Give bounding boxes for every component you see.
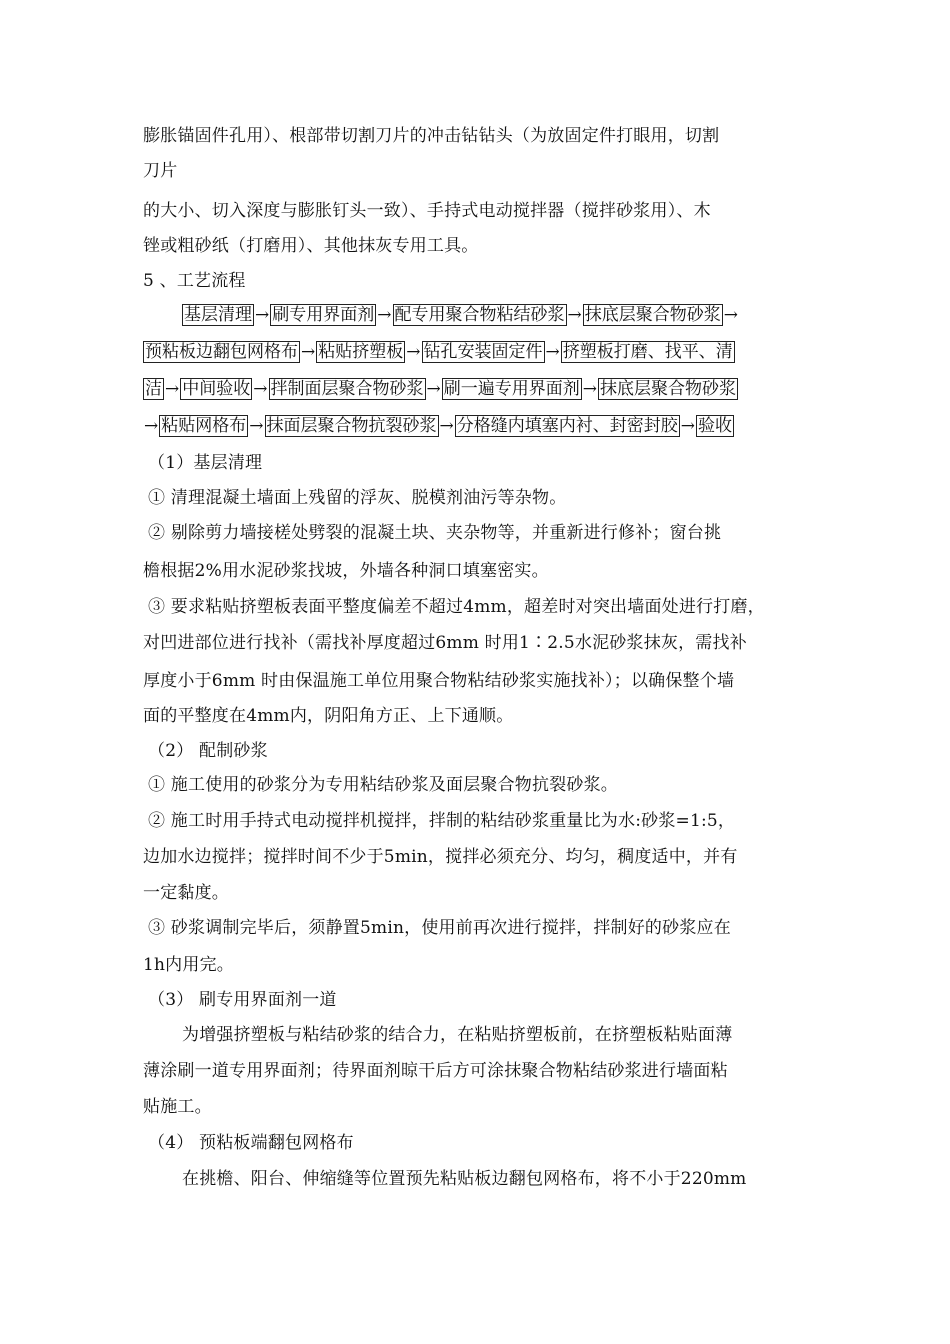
arrow-icon: →: [301, 342, 316, 362]
flow-row-2: [143, 341, 735, 363]
s3-para-1: 为增强挤塑板与粘结砂浆的结合力，在粘贴挤塑板前，在挤塑板粘贴面薄: [182, 1025, 733, 1045]
s1-item-3b: 对凹进部位进行找补（需找补厚度超过6mm 时用1∶2.5水泥砂浆抹灰，需找补: [143, 633, 747, 653]
s2-item-1: ① 施工使用的砂浆分为专用粘结砂浆及面层聚合物抗裂砂浆。: [148, 775, 619, 795]
s1-title: （1）基层清理: [148, 453, 263, 473]
flow-step: 基层清理: [184, 305, 252, 325]
flow-step: 抹底层聚合物砂浆: [600, 379, 736, 399]
intro-line-2: 刀片: [143, 161, 178, 181]
flow-step: 中间验收: [182, 379, 251, 399]
flow-row-1: [182, 304, 739, 326]
flow-step: 洁: [145, 379, 162, 399]
arrow-icon: →: [165, 379, 180, 399]
flow-row-3: [143, 378, 738, 400]
s1-item-3d: 面的平整度在4mm内，阴阳角方正、上下通顺。: [143, 706, 514, 726]
arrow-icon: →: [377, 305, 392, 325]
s1-item-2b: 檐根据2%用水泥砂浆找坡，外墙各种洞口填塞密实。: [143, 561, 549, 581]
arrow-icon: →: [723, 305, 738, 325]
flow-step: 钻孔安装固定件: [423, 342, 543, 362]
s1-item-3a: ③ 要求粘贴挤塑板表面平整度偏差不超过4mm，超差时对突出墙面处进行打磨，: [148, 597, 765, 617]
flow-step: 挤塑板打磨、找平、清: [562, 342, 733, 362]
flow-step: 抹面层聚合物抗裂砂浆: [266, 416, 437, 436]
flow-step: 刷专用界面剂: [272, 305, 375, 325]
flow-step: 粘贴网格布: [161, 416, 247, 436]
intro-line-1: 膨胀锚固件孔用）、根部带切割刀片的冲击钻钻头（为放固定件打眼用，切割: [143, 126, 720, 146]
flow-step: 拌制面层聚合物砂浆: [270, 379, 424, 399]
arrow-icon: →: [253, 379, 268, 399]
arrow-icon: →: [439, 416, 454, 436]
intro-line-4: 锉或粗砂纸（打磨用）、其他抹灰专用工具。: [143, 236, 479, 256]
arrow-icon: →: [144, 416, 159, 436]
arrow-icon: →: [406, 342, 421, 362]
s1-item-3c: 厚度小于6mm 时由保温施工单位用聚合物粘结砂浆实施找补）；以确保整个墙: [143, 671, 735, 691]
flow-step: 预粘板边翻包网格布: [145, 342, 298, 362]
arrow-icon: →: [567, 305, 582, 325]
s2-item-3b: 1h内用完。: [143, 955, 234, 975]
s2-item-3a: ③ 砂浆调制完毕后，须静置5min，使用前再次进行搅拌，拌制好的砂浆应在: [148, 918, 731, 938]
flow-step: 刷一遍专用界面剂: [443, 379, 580, 399]
s3-para-2: 薄涂刷一道专用界面剂；待界面剂晾干后方可涂抹聚合物粘结砂浆进行墙面粘: [143, 1061, 728, 1081]
s3-title: （3） 刷专用界面剂一道: [148, 990, 337, 1010]
flow-row-4: [143, 415, 734, 437]
arrow-icon: →: [545, 342, 560, 362]
arrow-icon: →: [255, 305, 270, 325]
s2-title: （2） 配制砂浆: [148, 741, 268, 761]
flow-step: 抹底层聚合物砂浆: [584, 305, 721, 325]
arrow-icon: →: [680, 416, 695, 436]
s2-item-2b: 边加水边搅拌；搅拌时间不少于5min，搅拌必须充分、均匀，稠度适中，并有: [143, 847, 738, 867]
s4-title: （4） 预粘板端翻包网格布: [148, 1133, 354, 1153]
s1-item-2a: ② 剔除剪力墙接槎处劈裂的混凝土块、夹杂物等，并重新进行修补；窗台挑: [148, 523, 722, 543]
arrow-icon: →: [582, 379, 597, 399]
s3-para-3: 贴施工。: [143, 1097, 212, 1117]
s4-para-1: 在挑檐、阳台、伸缩缝等位置预先粘贴板边翻包网格布，将不小于220mm: [182, 1169, 747, 1189]
flow-step: 配专用聚合物粘结砂浆: [394, 305, 565, 325]
s2-item-2a: ② 施工时用手持式电动搅拌机搅拌，拌制的粘结砂浆重量比为水:砂浆=1:5，: [148, 811, 736, 831]
arrow-icon: →: [249, 416, 264, 436]
intro-line-3: 的大小、切入深度与膨胀钉头一致）、手持式电动搅拌器（搅拌砂浆用）、木: [143, 201, 711, 221]
section-5-title: 5 、工艺流程: [143, 271, 246, 291]
flow-step: 粘贴挤塑板: [318, 342, 404, 362]
flow-step: 分格缝内填塞内衬、封密封胶: [456, 416, 678, 436]
s1-item-1: ① 清理混凝土墙面上残留的浮灰、脱模剂油污等杂物。: [148, 488, 567, 508]
s2-item-2c: 一定黏度。: [143, 883, 229, 903]
flow-step: 验收: [698, 416, 732, 436]
arrow-icon: →: [426, 379, 441, 399]
